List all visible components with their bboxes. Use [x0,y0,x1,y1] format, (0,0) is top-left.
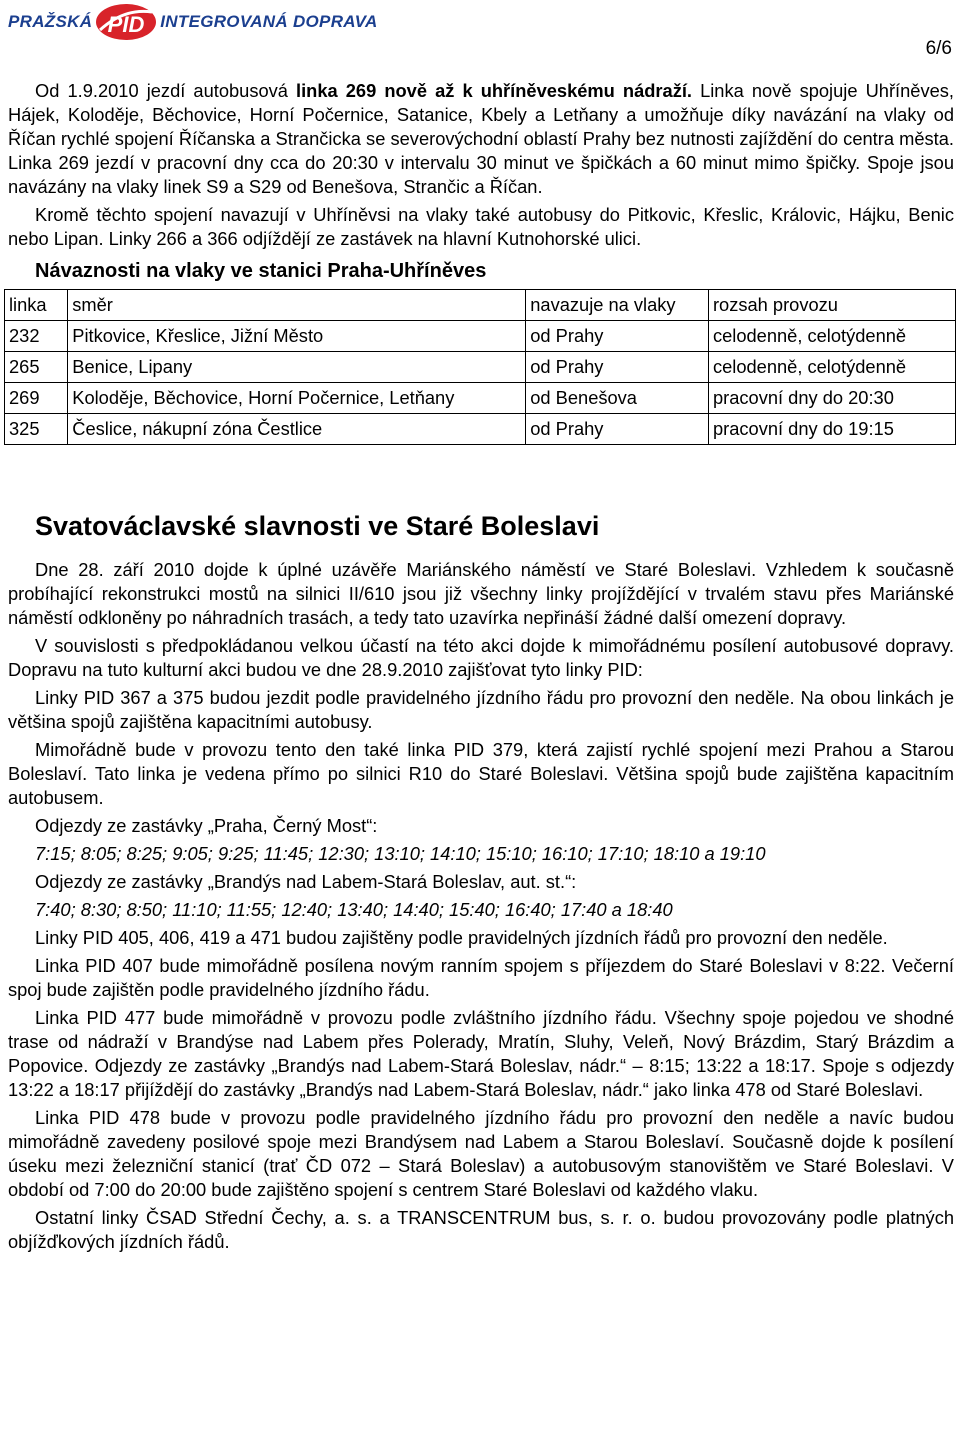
cell-navazuje: od Prahy [526,321,709,352]
page-header [0,0,960,59]
col-header-linka: linka [5,290,68,321]
cell-smer: Česlice, nákupní zóna Čestlice [68,414,526,445]
departures-heading-brandys: Odjezdy ze zastávky „Brandýs nad Labem-Stará Boleslav, aut. st.“: [35,871,577,892]
table-header-row [5,290,956,321]
table-row [5,414,956,445]
logo-emblem-text: PID [107,12,145,37]
article-paragraph: Linka PID 407 bude mimořádně posílena novým ranním spojem s příjezdem do Staré Boleslavi v 8:22. Večerní spoj bude zajištěn podle pravidelného jízdního řádu. [8,955,954,1000]
article-paragraph: Linka PID 477 bude mimořádně v provozu podle zvláštního jízdního řádu. Všechny spoje pojedou ve shodné trase od nádraží v Brandýse nad Labem přes Polerady, Mratín, Sluhy, Veleň, Nový Brázdim, Starý Brázdim a Popovice. Odjezdy ze zastávky „Brandýs nad Labem-Stará Boleslav, nádr.“ – 8:15; 13:22 a 18:17. Spoje s odjezdy 13:22 a 18:17 přijíždějí do zastávky „Brandýs nad Labem-Stará Boleslav, nádr.“ jako linka 478 od Staré Boleslavi. [8,1007,954,1100]
intro-paragraph-1 [8,79,954,199]
departures-times-brandys: 7:40; 8:30; 8:50; 11:10; 11:55; 12:40; 13:40; 14:40; 15:40; 16:40; 17:40 a 18:40 [35,899,673,920]
pid-emblem-icon [94,2,158,42]
intro-p1-rest: Linka nově spojuje Uhříněves, Hájek, Koloděje, Běchovice, Horní Počernice, Satanice, Kbely a Letňany a umožňuje díky navázání na vlaky od Říčan rychlé spojení Říčanska a Strančicka se severovýchodní oblastí Prahy bez nutnosti zajíždění do centra města. Linka 269 jezdí v pracovní dny cca do 20:30 v intervalu 30 minut ve špičkách a 60 minut mimo špičky. Spoje jsou navázány na vlaky linek S9 a S29 od Benešova, Strančic a Říčan. [8,80,954,197]
cell-rozsah: pracovní dny do 19:15 [708,414,955,445]
table-row [5,352,956,383]
cell-rozsah: pracovní dny do 20:30 [708,383,955,414]
table-row [5,383,956,414]
article-paragraph: Linky PID 405, 406, 419 a 471 budou zajištěny podle pravidelných jízdních řádů pro provozní den neděle. [35,927,888,948]
departures-times-cerny-most: 7:15; 8:05; 8:25; 9:05; 9:25; 11:45; 12:30; 13:10; 14:10; 15:10; 16:10; 17:10; 18:10 a 19:10 [35,843,766,864]
article-paragraph: Ostatní linky ČSAD Střední Čechy, a. s. a TRANSCENTRUM bus, s. r. o. budou provozovány podle platných objížďkových jízdních řádů. [8,1207,954,1252]
departures-heading-cerny-most: Odjezdy ze zastávky „Praha, Černý Most“: [35,815,378,836]
cell-linka: 269 [5,383,68,414]
article-paragraph: Linky PID 367 a 375 budou jezdit podle pravidelného jízdního řádu pro provozní den neděle. Na obou linkách je většina spojů zajištěna kapacitními autobusy. [8,687,954,732]
cell-rozsah: celodenně, celotýdenně [708,352,955,383]
document-body [8,79,954,1254]
pid-logo [8,2,378,42]
page-number: 6/6 [925,38,952,59]
col-header-smer: směr [68,290,526,321]
logo-text-right: INTEGROVANÁ DOPRAVA [160,12,378,31]
intro-p1-start: Od 1.9.2010 jezdí autobusová [35,80,297,101]
cell-smer: Pitkovice, Křeslice, Jižní Město [68,321,526,352]
cell-navazuje: od Benešova [526,383,709,414]
article-paragraph: Linka PID 478 bude v provozu podle pravidelného jízdního řádu pro provozní den neděle a navíc budou mimořádně zavedeny posilové spoje mezi Brandýsem nad Labem a Starou Boleslaví. Současně dojde k posílení úseku mezi železniční stanicí (trať ČD 072 – Stará Boleslav) a autobusovým stanovištěm ve Staré Boleslavi. V období od 7:00 do 20:00 bude zajištěno spojení s centrem Staré Boleslavi od každého vlaku. [8,1107,954,1200]
cell-navazuje: od Prahy [526,414,709,445]
article-title: Svatováclavské slavnosti ve Staré Boleslavi [35,511,600,541]
cell-linka: 265 [5,352,68,383]
intro-paragraph-2: Kromě těchto spojení navazují v Uhříněvsi na vlaky také autobusy do Pitkovic, Křeslic, Královic, Hájku, Benic nebo Lipan. Linky 266 a 366 odjíždějí ze zastávek na hlavní Kutnohorské ulici. [8,204,954,249]
cell-smer: Koloděje, Běchovice, Horní Počernice, Letňany [68,383,526,414]
connections-heading: Návaznosti na vlaky ve stanici Praha-Uhříněves [35,260,487,282]
connections-table [4,289,956,445]
cell-navazuje: od Prahy [526,352,709,383]
cell-rozsah: celodenně, celotýdenně [708,321,955,352]
article-paragraph: V souvislosti s předpokládanou velkou účastí na této akci dojde k mimořádnému posílení autobusové dopravy. Dopravu na tuto kulturní akci budou ve dne 28.9.2010 zajišťovat tyto linky PID: [8,635,954,680]
intro-p1-bold: linka 269 nově až k uhříněveskému nádraží. [296,80,692,101]
table-row [5,321,956,352]
col-header-navazuje: navazuje na vlaky [526,290,709,321]
article-paragraph: Mimořádně bude v provozu tento den také linka PID 379, která zajistí rychlé spojení mezi Prahou a Starou Boleslaví. Tato linka je vedena přímo po silnici R10 do Staré Boleslavi. Většina spojů bude zajištěna kapacitním autobusem. [8,739,954,808]
col-header-rozsah: rozsah provozu [708,290,955,321]
cell-linka: 232 [5,321,68,352]
cell-linka: 325 [5,414,68,445]
logo-text-left: PRAŽSKÁ [8,12,93,31]
cell-smer: Benice, Lipany [68,352,526,383]
article-paragraph: Dne 28. září 2010 dojde k úplné uzávěře Mariánského náměstí ve Staré Boleslavi. Vzhledem k současně probíhající rekonstrukci mostů na silnici II/610 jsou již všechny linky projíždějící v trvalém stavu přes Mariánské náměstí odkloněny po náhradních trasách, a tedy tato uzavírka nepřináší žádné další omezení dopravy. [8,559,954,628]
